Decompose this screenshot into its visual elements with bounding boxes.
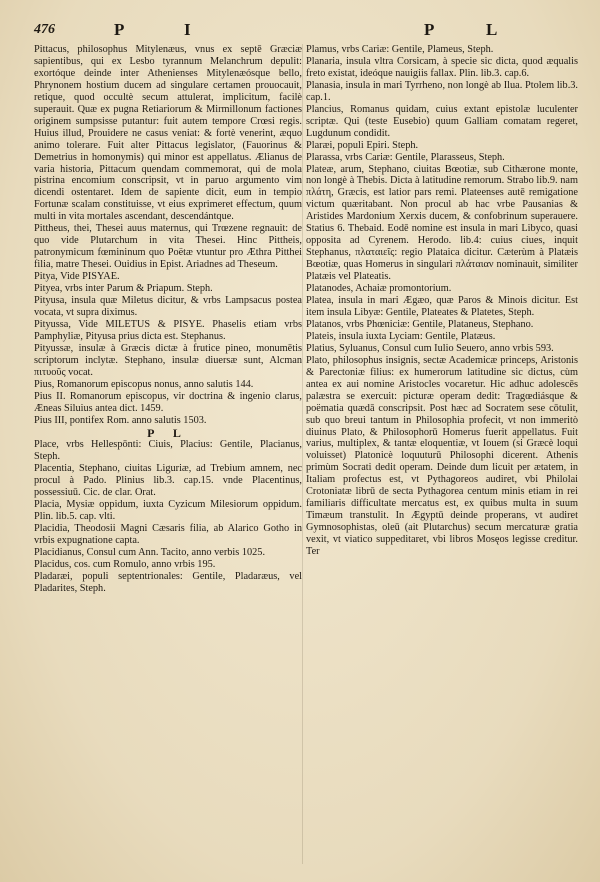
entry-placidianus: Placidianus, Consul cum Ann. Tacito, anno verbis 1025. (34, 547, 266, 559)
entry-pitya: Pitya, Vide PISYAE. (34, 271, 120, 283)
column-divider (302, 44, 303, 864)
entry-pityea: Pityea, vrbs inter Parum & Priapum. Steph. (34, 283, 213, 295)
entry-platanodes: Platanodes, Achaiæ promontorium. (306, 283, 452, 295)
entry-platius: Platius, Syluanus, Consul cum Iulio Seuero, anno vrbis 593. (306, 342, 554, 354)
entry-pladaraei: Pladaræi, populi septentrionales: Gentile, Pladaræus, vel Pladarites, Steph. (34, 570, 302, 594)
entry-pityussa: Pityussa, Vide MILETUS & PISYE. Phaselis etiam vrbs Pamphyliæ, Pityusa prius dicta est. Stephanus. (34, 318, 302, 342)
header-letter: L (486, 20, 500, 39)
entry-plaraei: Plaræi, populi Epiri. Steph. (306, 139, 419, 151)
entry-plancius: Plancius, Romanus quidam, cuius extant epistolæ luculenter scriptæ. Qui (teste Eusebio) quum Galliam comatam regeret, Lugdunum condidit. (306, 103, 578, 139)
entry-planasia: Planasia, insula in mari Tyrrheno, non longè ab Ilua. Ptolem lib.3. cap.1. (306, 79, 578, 103)
entry-placia: Placia, Mysiæ oppidum, iuxta Cyzicum Milesiorum oppidum. Plin. lib.5. cap. vlti. (34, 499, 302, 523)
entry-plarassa: Plarassa, vrbs Cariæ: Gentile, Plarasseus, Steph. (306, 151, 505, 163)
right-column (306, 44, 578, 870)
page-number: 476 (34, 22, 55, 37)
entry-pius: Pius, Romanorum episcopus nonus, anno salutis 144. (34, 378, 254, 390)
entry-pius-ii: Pius II. Romanorum episcopus, vir doctrina & ingenio clarus, Æneas Siluius antea dict. 1459. (34, 390, 302, 414)
entry-place: Place, vrbs Hellespōnti: Ciuis, Placius: Gentile, Placianus, Steph. (34, 439, 302, 463)
entry-pityussae: Pityussæ, insulæ à Græcis dictæ à frutice pineo, monumētis scriptorum inclytæ. Stephano, insulæ diuersæ sunt, Alcman πιτυοῦς vocat. (34, 342, 302, 378)
section-heading: P L (147, 425, 189, 440)
entry-placidus: Placidus, cos. cum Romulo, anno vrbis 195. (34, 558, 216, 570)
header-letter: P (114, 20, 127, 39)
entry-plato: Plato, philosophus insignis, sectæ Academicæ princeps, Aristonis & Parectoniæ filius: ex humerorum latitudine sic dictus, cùm antea ex aui nomine Aristocles vocaretur. Hic adhuc adolescēs palæstra se exercuit: picturæ operam dedit: Tragœdiásque & poëmatia quædā conscripsit. Post hæc ad Socratem sese cōtulit, sub quo breui tantum in Philosophia profecit, vt non immeritò diuinus Plato, & Philosophorū Homerus fuerit appellatus. Fuit varius, multiplex, & tantæ eloquentiæ, vt Iouem (si Græcè loqui voluisset) Platonicè loquuturū Philosophi dicerent. Athenis primùm Socrati dedit operam. Deinde dum licuit per ætatem, in Italiam profectus est, vt Pythagoreos audiret, vbi Philolai Crotoniatæ librū de secta Pythagorea centum minis etiam in rei familiaris difficultate mercatus est, ex quibus multa in suum Timæum transtulit. In Ægyptū deinde properans, vt audiret Gymnosophistas, oleū (ait Plutarchus) secum mercaturæ gratia vexit, vt viatico suppeditaret, vbi libros Mosęos legisse creditur. Ter (306, 354, 578, 558)
left-column (34, 44, 302, 870)
entry-pittacus: Pittacus, philosophus Mitylenæus, vnus ex septē Græciæ sapientibus, qui ex Lesbo tyrannum Melanchrum depulit: exortóque deinde inter Athenienses Mitylenæósque bello, Phrynonem hostium ducem ad singulare certamen prouocauit, retique, quod occultè secum attulerat, implicitum, facilè superauit. Quæ ex pugna Retiariorum & Mirmillonum factiones originem sumpsisse putantur: fuit autem tempore Crœsi regis. Huius illud, Prouidere ne casus veniat: & fortè venerint, æquo animo tolerare. Fuit alter Pittacus legislator, (Fauorinus & Demetrius in homonymis) qui minor est appellatus. Ælianus de varia historia, Pittacum quendam commemorat, qui de mola pistrina encomium conscripsit, vt in paruo argumento vim dicendi ostentaret. Idem de sapiente dicit, eum in tempio Fortunæ scalam constituisse, vt eius exprimeret effectum, quum multi in vita mortales ascendant, descendántque. (34, 44, 302, 223)
header-letter: I (184, 20, 193, 39)
entry-plamus: Plamus, vrbs Cariæ: Gentile, Plameus, Steph. (306, 44, 494, 55)
entry-placentia: Placentia, Stephano, ciuitas Liguriæ, ad Trebium amnem, nec procul à Pado. Plinius lib.3. cap.15. vnde Placentinus, possessiuū. Cic. de clar. Orat. (34, 463, 302, 499)
entry-plateis: Plateis, insula iuxta Lyciam: Gentile, Platæus. (306, 330, 496, 342)
running-header (34, 18, 576, 44)
entry-pittheus: Pittheus, thei, Thesei auus maternus, qui Trœzene regnauit: de quo vide Plutarchum in vita Thesei. Hinc Pittheis, patronymicum fœmininum quo Poëtæ vtuntur pro Æthra Pitthei filia, matre Thesei. Ouidius in Epist. Ariadnes ad Theseum. (34, 223, 302, 271)
entry-platanos: Platanos, vrbs Phœniciæ: Gentile, Plataneus, Stephano. (306, 318, 534, 330)
entry-plateae: Plateæ, arum, Stephano, ciuitas Bœotiæ, sub Cithærone monte, non longè à Thebis. Dicta à latitudine remorum. Strabo lib.9. nam πλάτη, Græcis, est latior pars remi. Plateenses autē remigatione victum quæritabant. Non procul ab hac vrbe Pausanias & Aristides Mardonium Xerxis ducem, & confobrinum superauere. Statius 6. Thebaid. Eodē nomine est insula in mari Libyco, quasi opposita ad Cyrenem. Herodo. lib.4: cuius ciues, inquit Stephanus, πλαταιεῖς: regio Plataica dicitur. Cæterùm à Platæis Bœotiæ, quas Homerus in singulari πλάταιαν nominauit, similiter Platæis vel Plateatis. (306, 163, 578, 283)
entry-planaria: Planaria, insula vltra Corsicam, à specie sic dicta, quod æqualis freto existat, ideóque nauigiis fallax. Plin. lib.3. cap.6. (306, 55, 578, 79)
entry-placidia: Placidia, Theodosii Magni Cæsaris filia, ab Alarico Gotho in vrbis expugnatione capta. (34, 523, 302, 547)
entry-platea: Platea, insula in mari Ægæo, quæ Paros & Minois dicitur. Est item insula Libyæ: Gentile, Plateates & Platetes, Steph. (306, 295, 578, 318)
header-letter: P (424, 20, 437, 39)
entry-pityusa: Pityusa, insula quæ Miletus dicitur, & vrbs Lampsacus postea vocata, vt supra diximus. (34, 295, 302, 318)
entry-pius-iii: Pius III, pontifex Rom. anno salutis 1503. (34, 414, 207, 426)
